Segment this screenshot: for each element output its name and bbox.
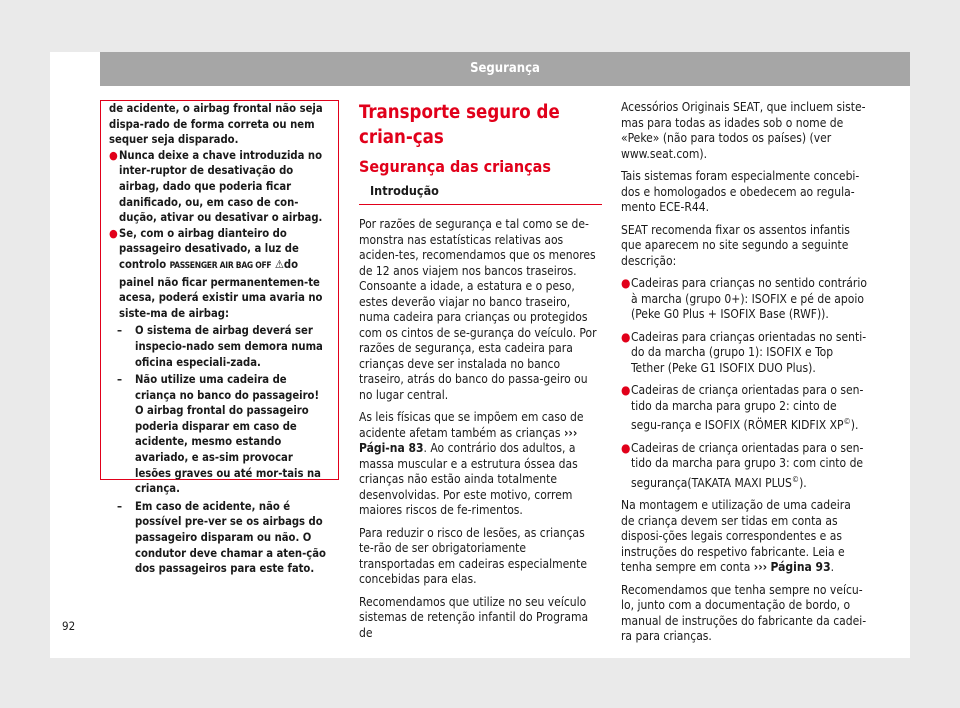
bullet-icon: ● [621, 440, 631, 455]
paragraph: Recomendamos que tenha sempre no veícu-lo, junto com a documentação de bordo, o manual de instruções do fabricante da cadei-ra para crianças. [621, 582, 867, 643]
paragraph-text: As leis físicas que se impõem em caso de acidente afetam também as crianças [359, 410, 584, 440]
list-item-text: Cadeiras de criança orientadas para o sen-tido da marcha para grupo 2: cinto de segu-rança e ISOFIX (RÖMER KIDFIX XP [631, 383, 864, 432]
middle-column [359, 100, 602, 641]
bullet-icon: ● [621, 329, 631, 344]
list-item-text: ). [850, 418, 859, 432]
list-item-text: Cadeiras de criança orientadas para o sen-tido da marcha para grupo 3: com cinto de segurança(TAKATA MAXI PLUS [631, 440, 864, 490]
warning-dash-item [117, 323, 330, 370]
bullet-icon: ● [621, 383, 631, 397]
chapter-title: Transporte seguro de crian-ças [359, 102, 560, 148]
right-column [621, 100, 867, 645]
bullet-icon: ● [109, 148, 118, 162]
list-item-text: ). [799, 475, 807, 490]
arrow-icon: ››› [753, 560, 768, 574]
list-item-text: Cadeiras para crianças orientadas no senti-do da marcha (grupo 1): ISOFIX e Top Tether (Peke G1 ISOFIX DUO Plus). [631, 329, 867, 375]
warning-bullet [109, 148, 330, 226]
warning-intro: de acidente, o airbag frontal não seja dispa-rado de forma correta ou nem sequer seja disparado. [109, 102, 323, 147]
warning-dash-item [117, 499, 330, 577]
airbag-off-icon: ⚠ [274, 257, 284, 271]
paragraph: Acessórios Originais SEAT, que incluem siste-mas para todas as idades sob o nome de «Peke» (não para todos os países) (ver www.seat.com). [621, 100, 866, 161]
paragraph [359, 410, 602, 519]
warning-dash-text: O sistema de airbag deverá ser inspecio-nado sem demora numa oficina especiali-zada. [135, 324, 323, 369]
subsection-title: Introdução [359, 182, 602, 205]
warning-dash-text: Não utilize uma cadeira de criança no banco do passageiro! O airbag frontal do passageiro poderia disparar em caso de acidente, mesmo estando avariado, e as-sim provocar lesões graves ou até mor-tais na criança. [135, 373, 321, 496]
copyright-mark: © [791, 474, 800, 484]
manual-page [50, 52, 910, 658]
paragraph: SEAT recomenda fixar os assentos infantis que aparecem no site segundo a seguinte descrição: [621, 222, 850, 268]
copyright-mark: © [843, 417, 851, 426]
paragraph-text: Na montagem e utilização de uma cadeira de criança devem ser tidas em conta as disposi-ções legais correspondentes e as instruções do respetivo fabricante. Leia e tenha sempre em conta [621, 498, 851, 574]
warning-dash-text: Em caso de acidente, não é possível pre-ver se os airbags do passageiro disparam ou não. O condutor deve chamar a aten-ção dos passageiros para este fato. [135, 499, 326, 576]
page-number: 92 [62, 619, 76, 633]
list-item [621, 383, 867, 434]
paragraph: Para reduzir o risco de lesões, as crianças te-rão de ser obrigatoriamente transportadas em cadeiras especialmente concebidas para elas. [359, 525, 587, 586]
header-title: Segurança [470, 61, 540, 76]
arrow-icon: ››› [563, 425, 578, 440]
list-item-text: Cadeiras para crianças no sentido contrário à marcha (grupo 0+): ISOFIX e pé de apoio (Peke G0 Plus + ISOFIX Base (RWF)). [631, 276, 867, 321]
paragraph: Recomendamos que utilize no seu veículo sistemas de retenção infantil do Programa de [359, 594, 589, 640]
list-item [621, 330, 867, 377]
page-reference-link[interactable]: Página 93 [770, 560, 831, 574]
warning-bullet-text: Nunca deixe a chave introduzida no inter-ruptor de desativação do airbag, dado que poderia ficar danificado, ou, em caso de con-dução, ativar ou desativar o airbag. [119, 148, 323, 225]
paragraph [621, 498, 867, 576]
list-item [621, 441, 867, 492]
warning-bullet-text: do painel não ficar permanentemen-te acesa, poderá existir uma avaria no siste-ma de airbag: [119, 257, 323, 320]
page-reference-link[interactable]: Pági-na 83 [359, 441, 424, 455]
paragraph: Tais sistemas foram especialmente concebi-dos e homologados e obedecem ao regula-mento ECE-R44. [621, 169, 860, 214]
page-header [100, 52, 910, 86]
dash-marker: – [117, 499, 123, 513]
paragraph: Por razões de segurança e tal como se de-monstra nas estatísticas relativas aos aciden-tes, recomendamos que os menores de 12 anos viajem nos bancos traseiros. Consoante a idade, a estatura e o peso, estes deverão viajar no banco traseiro, numa cadeira para crianças ou protegidos com os cintos de se-gurança do veículo. Por razões de segurança, esta cadeira para crianças deve ser instalada no banco traseiro, atrás do banco do passa-geiro ou no lugar central. [359, 217, 597, 402]
paragraph-text: . [830, 560, 835, 574]
list-item [621, 276, 867, 323]
warning-box [100, 100, 339, 576]
section-title: Segurança das crianças [359, 157, 551, 176]
dash-marker: – [117, 373, 123, 387]
warning-bullet [109, 226, 330, 322]
warning-dash-item [117, 372, 330, 497]
dash-marker: – [117, 324, 123, 338]
paragraph-text: . Ao contrário dos adultos, a massa muscular e a estrutura óssea das crianças não estão ainda totalmente desenvolvidas. Por este motivo, correm maiores riscos de fe-rimentos. [359, 441, 578, 517]
bullet-icon: ● [621, 276, 631, 290]
warning-bullet-text: Se, com o airbag dianteiro do passageiro desativado, a luz de controlo [119, 226, 299, 271]
passenger-airbag-off-lamp-label: PASSENGER AIR BAG OFF [169, 260, 272, 271]
bullet-icon: ● [109, 226, 118, 240]
